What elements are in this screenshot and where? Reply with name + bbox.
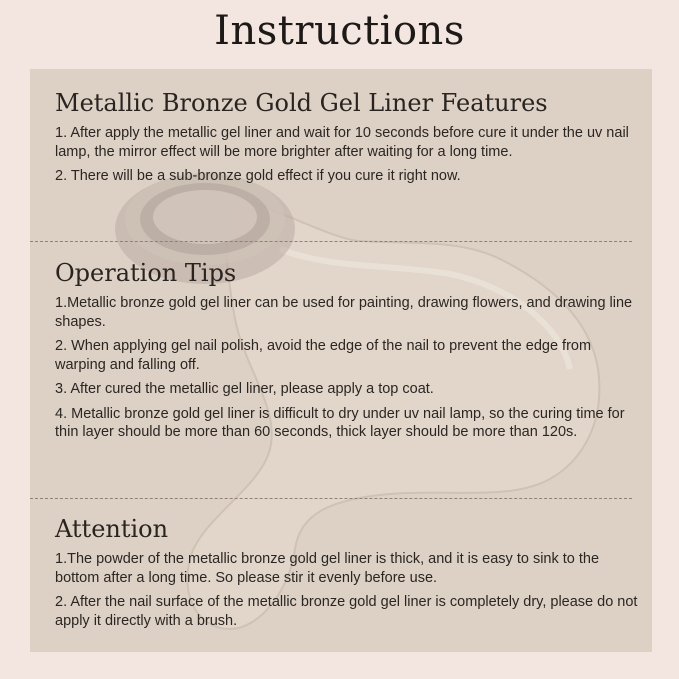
features-section bbox=[55, 89, 645, 192]
attention-item: 2. After the nail surface of the metallic bronze gold gel liner is completely dry, please do not apply it directly with a brush. bbox=[55, 594, 638, 629]
page-title: Instructions bbox=[214, 8, 465, 54]
attention-heading: Attention bbox=[55, 515, 169, 543]
attention-section bbox=[55, 515, 645, 636]
section-divider bbox=[30, 498, 632, 499]
instructions-panel bbox=[30, 69, 652, 652]
operation-tips-heading: Operation Tips bbox=[55, 259, 237, 287]
features-heading: Metallic Bronze Gold Gel Liner Features bbox=[55, 89, 548, 117]
features-item: 2. There will be a sub-bronze gold effect if you cure it right now. bbox=[55, 168, 461, 184]
operation-tips-item: 3. After cured the metallic gel liner, please apply a top coat. bbox=[55, 381, 434, 397]
operation-tips-item: 2. When applying gel nail polish, avoid the edge of the nail to prevent the edge from warping and falling off. bbox=[55, 338, 592, 373]
attention-item: 1.The powder of the metallic bronze gold gel liner is thick, and it is easy to sink to the bottom after a long time. So please stir it evenly before use. bbox=[55, 551, 600, 586]
operation-tips-item: 1.Metallic bronze gold gel liner can be used for painting, drawing flowers, and drawing line shapes. bbox=[55, 295, 633, 330]
operation-tips-item: 4. Metallic bronze gold gel liner is difficult to dry under uv nail lamp, so the curing time for thin layer should be more than 60 seconds, thick layer should be more than 120s. bbox=[55, 405, 625, 440]
features-item: 1. After apply the metallic gel liner and wait for 10 seconds before cure it under the uv nail lamp, the mirror effect will be more brighter after waiting for a long time. bbox=[55, 125, 629, 160]
operation-tips-section bbox=[55, 259, 645, 448]
section-divider bbox=[30, 241, 632, 242]
